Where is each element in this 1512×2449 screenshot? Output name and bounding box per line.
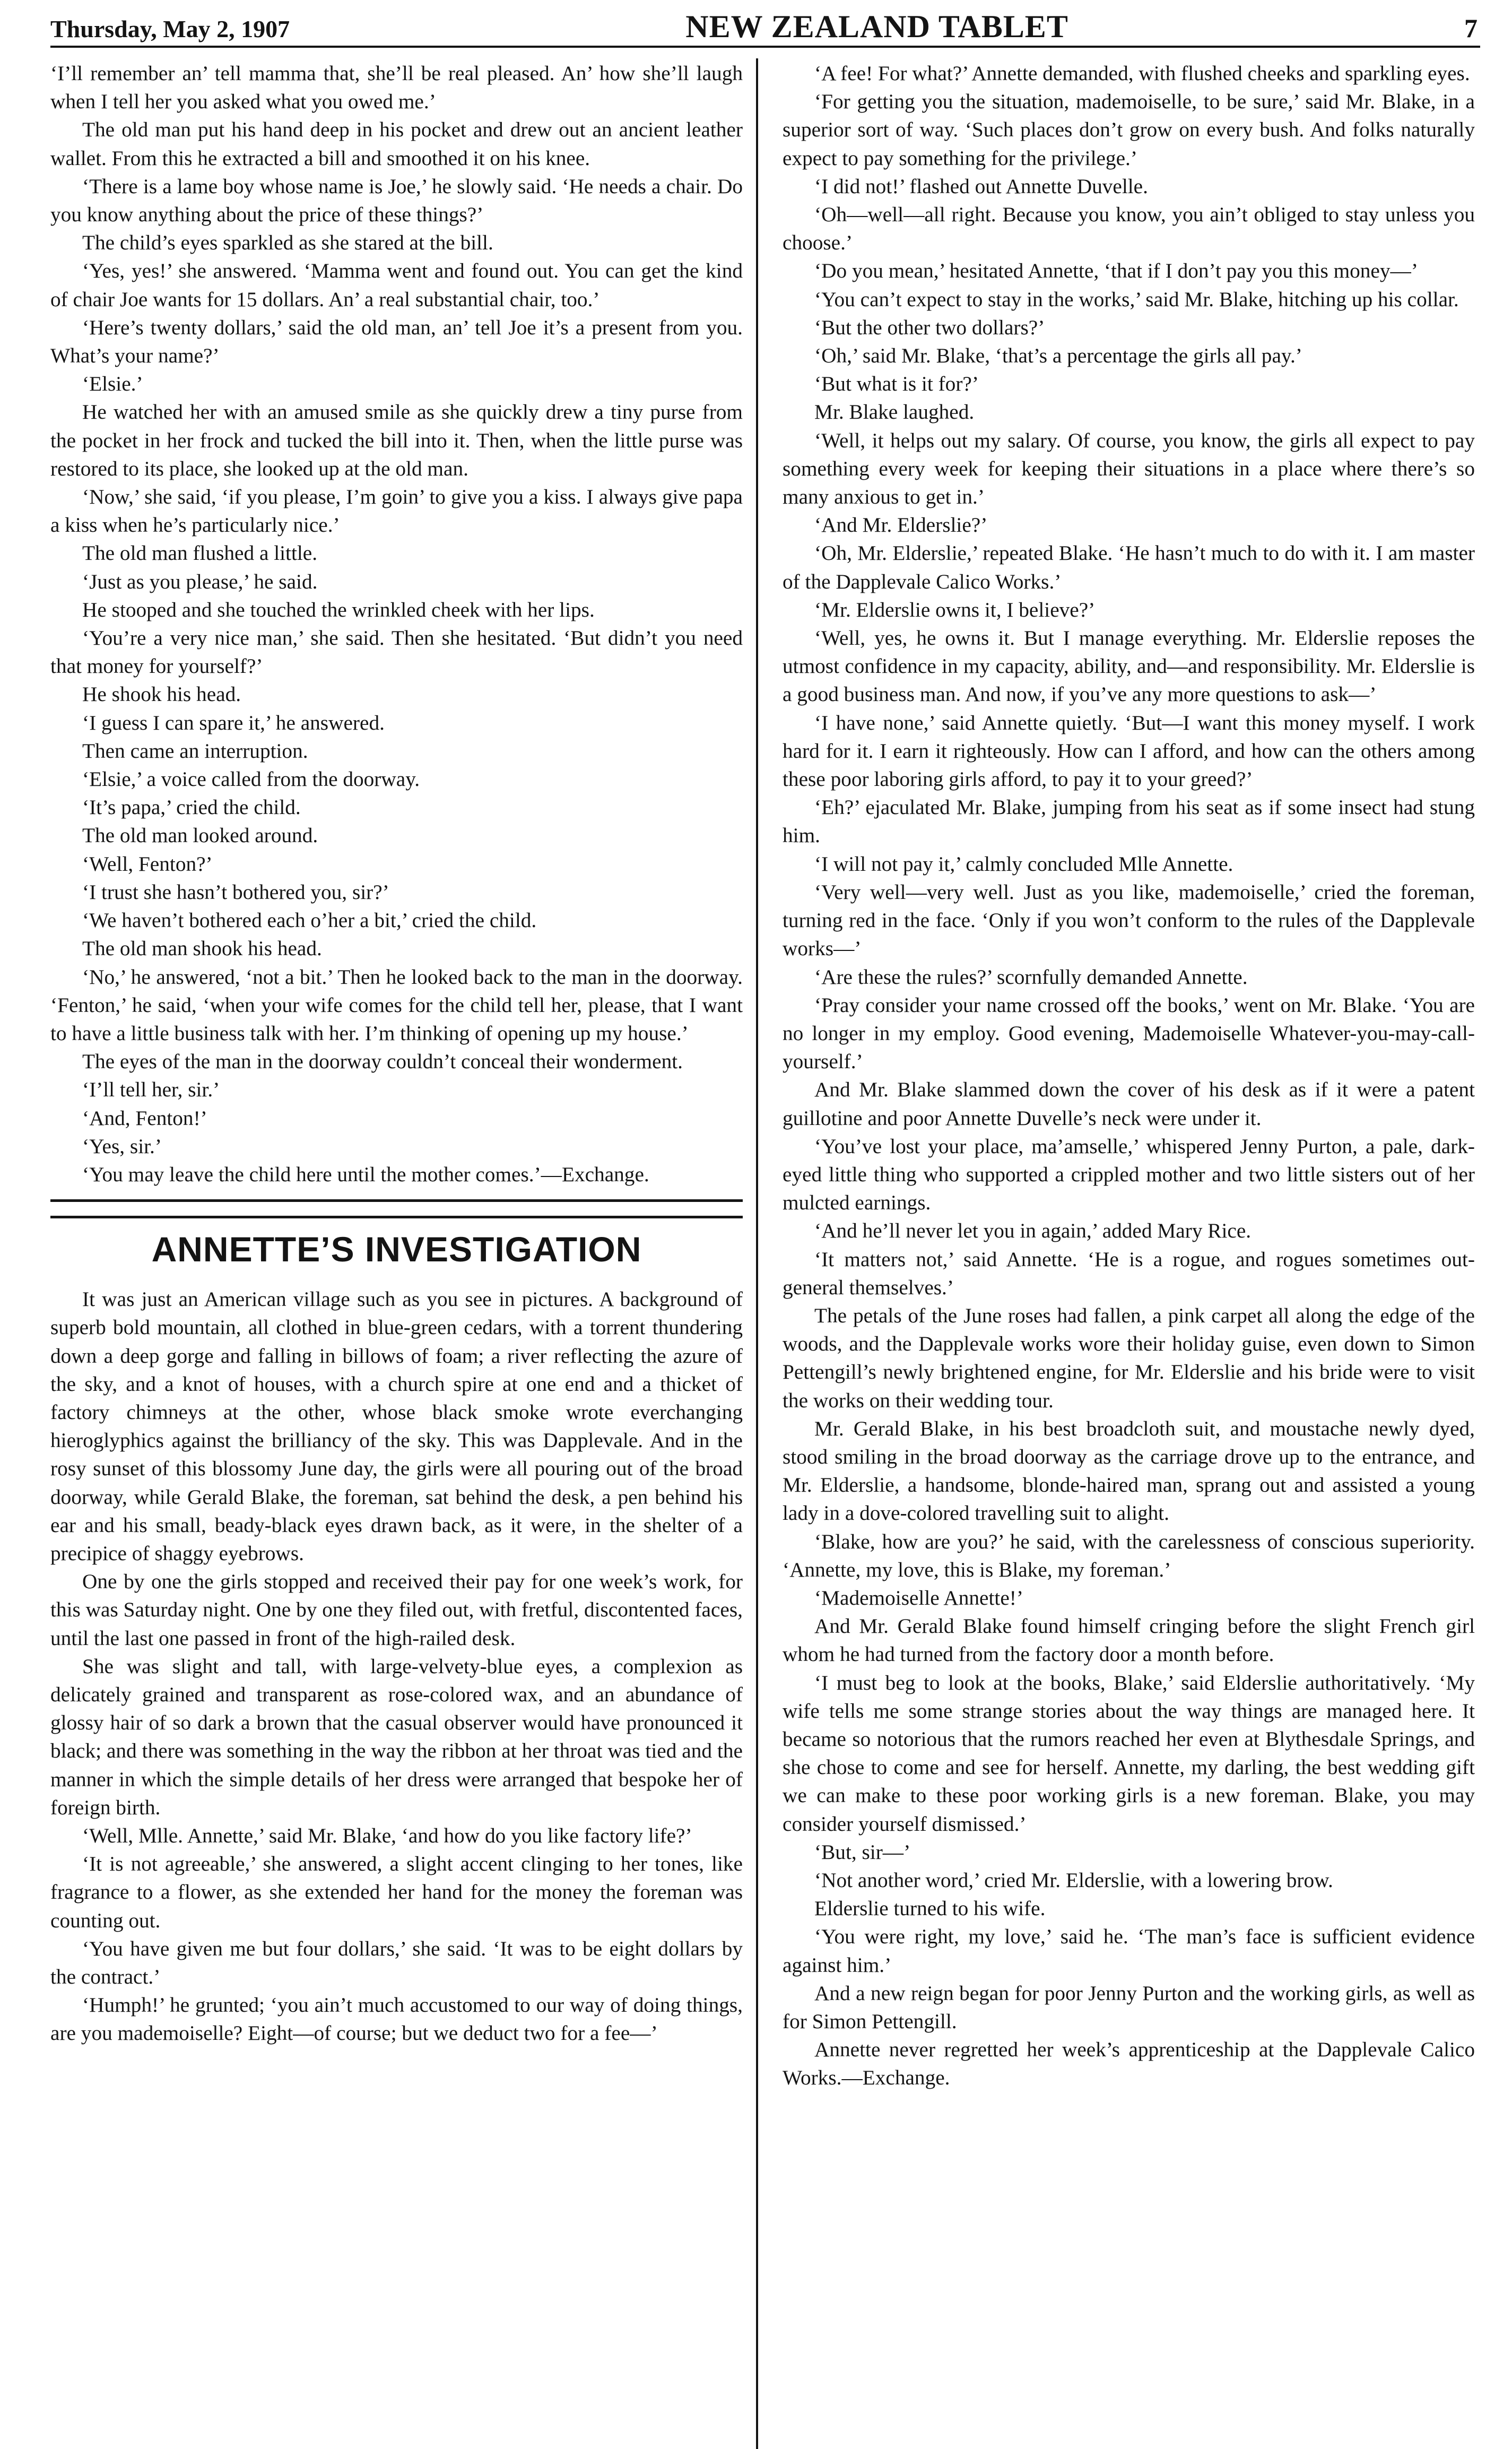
section-divider <box>50 1199 743 1218</box>
paragraph: ‘And, Fenton!’ <box>82 1106 207 1130</box>
right-column <box>783 59 1475 2447</box>
left-column <box>50 59 743 2447</box>
paragraph: He watched her with an amused smile as she quickly drew a tiny purse from the pocket in her frock and tucked the bill into it. Then, when the little purse was restored to its place, she looked up at the old man. <box>50 400 743 480</box>
paragraph: ‘Blake, how are you?’ he said, with the carelessness of conscious superiority. ‘Annette, my love, this is Blake, my foreman.’ <box>783 1529 1475 1581</box>
paragraph: ‘Yes, yes!’ she answered. ‘Mamma went and found out. You can get the kind of chair Joe wants for 15 dollars. An’ a real substantial chair, too.’ <box>50 259 743 311</box>
paragraph: ‘You have given me but four dollars,’ she said. ‘It was to be eight dollars by the contract.’ <box>50 1936 743 1988</box>
paragraph: ‘You were right, my love,’ said he. ‘The man’s face is sufficient evidence against him.’ <box>783 1925 1475 1977</box>
paragraph: ‘And he’ll never let you in again,’ added Mary Rice. <box>814 1219 1252 1243</box>
paragraph: ‘Are these the rules?’ scornfully demanded Annette. <box>814 965 1248 989</box>
paragraph: He stooped and she touched the wrinkled cheek with her lips. <box>82 598 595 621</box>
paragraph: ‘Here’s twenty dollars,’ said the old man, an’ tell Joe it’s a present from you. What’s your name?’ <box>50 315 743 368</box>
paragraph: And Mr. Blake slammed down the cover of his desk as if it were a patent guillotine and poor Annette Duvelle’s neck were under it. <box>783 1078 1475 1130</box>
paragraph: ‘We haven’t bothered each o’her a bit,’ cried the child. <box>82 908 537 932</box>
paragraph: ‘Do you mean,’ hesitated Annette, ‘that if I don’t pay you this money—’ <box>814 259 1418 283</box>
paragraph: ‘Elsie,’ a voice called from the doorway. <box>82 767 420 791</box>
paragraph: ‘No,’ he answered, ‘not a bit.’ Then he looked back to the man in the doorway. ‘Fenton,’ he said, ‘when your wife comes for the child tell her, please, that I want to have a little business talk with her. I’m thinking of opening up my house.’ <box>50 965 743 1045</box>
paragraph: ‘Well, it helps out my salary. Of course, you know, the girls all expect to pay something every week for keeping their situations in a place where there’s so many anxious to get in.’ <box>783 428 1475 509</box>
paragraph: ‘Eh?’ ejaculated Mr. Blake, jumping from his seat as if some insect had stung him. <box>783 795 1475 847</box>
paragraph: Then came an interruption. <box>82 739 308 763</box>
paragraph: The petals of the June roses had fallen, a pink carpet all along the edge of the woods, and the Dapplevale works wore their holiday guise, even down to Simon Pettengill’s newly brightened engine, for Mr. Elderslie and his bride were to visit the works on their wedding tour. <box>783 1303 1475 1412</box>
page-number: 7 <box>1464 13 1478 43</box>
masthead-rule <box>50 46 1480 48</box>
paragraph: The old man flushed a little. <box>82 541 318 565</box>
paragraph: He shook his head. <box>82 682 241 706</box>
paragraph: ‘Elsie.’ <box>82 372 143 396</box>
paragraph: ‘Very well—very well. Just as you like, mademoiselle,’ cried the foreman, turning red in the face. ‘Only if you won’t conform to the rules of the Dapplevale works—’ <box>783 880 1475 960</box>
paragraph: ‘Humph!’ he grunted; ‘you ain’t much accustomed to our way of doing things, are you mademoiselle? Eight—of course; but we deduct two for a fee—’ <box>50 1993 743 2045</box>
issue-date: Thursday, May 2, 1907 <box>50 15 290 42</box>
paragraph: ‘Mademoiselle Annette!’ <box>814 1586 1023 1609</box>
newspaper-title: NEW ZEALAND TABLET <box>685 9 1068 44</box>
paragraph: Elderslie turned to his wife. <box>814 1897 1046 1920</box>
paragraph: The old man shook his head. <box>82 937 322 960</box>
paragraph: ‘I have none,’ said Annette quietly. ‘But—I want this money myself. I work hard for it. I earn it righteously. How can I afford, and how can the others among these poor laboring girls afford, to pay it to your greed?’ <box>783 711 1475 791</box>
paragraph: The child’s eyes sparkled as she stared at the bill. <box>82 231 493 255</box>
paragraph: ‘Not another word,’ cried Mr. Elderslie, with a lowering brow. <box>814 1868 1333 1892</box>
paragraph: ‘Oh—well—all right. Because you know, you ain’t obliged to stay unless you choose.’ <box>783 203 1475 255</box>
paragraph: ‘You can’t expect to stay in the works,’ said Mr. Blake, hitching up his collar. <box>814 287 1459 311</box>
paragraph: The eyes of the man in the doorway couldn’t conceal their wonderment. <box>82 1050 683 1074</box>
paragraph: ‘Yes, sir.’ <box>82 1134 162 1158</box>
paragraph: ‘But the other two dollars?’ <box>814 315 1045 339</box>
paragraph: ‘Mr. Elderslie owns it, I believe?’ <box>814 598 1096 621</box>
paragraph: Mr. Blake laughed. <box>814 400 975 424</box>
paragraph: And a new reign began for poor Jenny Purton and the working girls, as well as for Simon Pettengill. <box>783 1981 1475 2033</box>
paragraph: It was just an American village such as you see in pictures. A background of superb bold mountain, all clothed in blue-green cedars, with a torrent thundering down a deep gorge and falling in billows of foam; a river reflecting the azure of the sky, and a knot of houses, with a church spire at one end and a thicket of factory chimneys at the other, whose black smoke wrote everchanging hieroglyphics against the brilliancy of the sky. This was Dapplevale. And in the rosy sunset of this blossomy June day, the girls were all pouring out of the broad doorway, while Gerald Blake, the foreman, sat behind the desk, a pen behind his ear and his small, beady-black eyes drawn back, as it were, in the shelter of a precipice of shaggy eyebrows. <box>50 1287 743 1565</box>
paragraph: ‘For getting you the situation, mademoiselle, to be sure,’ said Mr. Blake, in a superior sort of way. ‘Such places don’t grow on every bush. And folks naturally expect to pay something for the privilege.’ <box>783 90 1475 170</box>
paragraph: ‘I’ll tell her, sir.’ <box>82 1078 220 1102</box>
paragraph: ‘Well, yes, he owns it. But I manage everything. Mr. Elderslie reposes the utmost confidence in my capacity, ability, and—and responsibility. Mr. Elderslie is a good business man. And now, if you’ve any more questions to ask—’ <box>783 626 1475 706</box>
paragraph: ‘Pray consider your name crossed off the books,’ went on Mr. Blake. ‘You are no longer in my employ. Good evening, Mademoiselle Whatever-you-may-call-yourself.’ <box>783 993 1475 1074</box>
paragraph: ‘And Mr. Elderslie?’ <box>814 513 988 537</box>
paragraph: ‘I will not pay it,’ calmly concluded Mlle Annette. <box>814 852 1233 876</box>
paragraph: ‘Well, Mlle. Annette,’ said Mr. Blake, ‘and how do you like factory life?’ <box>82 1823 692 1847</box>
paragraph: ‘I must beg to look at the books, Blake,’ said Elderslie authoritatively. ‘My wife tells me some strange stories about the way things are managed here. It became so notorious that the rumors reached her even at Blythesdale Springs, and she chose to come and see for herself. Annette, my darling, the best wedding gift we can make to these poor working girls is a new foreman. Blake, you may consider yourself dismissed.’ <box>783 1671 1475 1836</box>
paragraph: ‘It is not agreeable,’ she answered, a slight accent clinging to her tones, like fragrance to a flower, as she extended her hand for the money the foreman was counting out. <box>50 1852 743 1932</box>
story-continuation <box>50 59 743 1189</box>
article-title: ANNETTE’S INVESTIGATION <box>151 1230 642 1269</box>
column-divider <box>756 58 758 2449</box>
paragraph: Annette never regretted her week’s apprenticeship at the Dapplevale Calico Works.—Exchange. <box>783 2038 1475 2090</box>
paragraph: ‘Oh,’ said Mr. Blake, ‘that’s a percentage the girls all pay.’ <box>814 344 1302 368</box>
paragraph: ‘Oh, Mr. Elderslie,’ repeated Blake. ‘He hasn’t much to do with it. I am master of the Dapplevale Calico Works.’ <box>783 541 1475 593</box>
paragraph: ‘Just as you please,’ he said. <box>82 569 318 593</box>
paragraph: And Mr. Gerald Blake found himself cringing before the slight French girl whom he had turned from the factory door a month before. <box>783 1614 1475 1666</box>
paragraph: ‘There is a lame boy whose name is Joe,’ he slowly said. ‘He needs a chair. Do you know anything about the price of these things?’ <box>50 174 743 227</box>
masthead <box>50 8 1478 44</box>
paragraph: ‘It matters not,’ said Annette. ‘He is a rogue, and rogues sometimes out-general themselves.’ <box>783 1247 1475 1299</box>
paragraph: The old man put his hand deep in his pocket and drew out an ancient leather wallet. From this he extracted a bill and smoothed it on his knee. <box>50 118 743 170</box>
paragraph: ‘But what is it for?’ <box>814 372 979 396</box>
paragraph: ‘Well, Fenton?’ <box>82 852 213 876</box>
paragraph: Mr. Gerald Blake, in his best broadcloth suit, and moustache newly dyed, stood smiling in the broad doorway as the carriage drove up to the entrance, and Mr. Elderslie, a handsome, blonde-haired man, sprang out and assisted a young lady in a dove-colored travelling suit to alight. <box>783 1416 1475 1525</box>
paragraph: ‘A fee! For what?’ Annette demanded, with flushed cheeks and sparkling eyes. <box>814 62 1470 85</box>
paragraph: ‘It’s papa,’ cried the child. <box>82 795 301 819</box>
paragraph: ‘You may leave the child here until the mother comes.’—Exchange. <box>82 1162 649 1186</box>
paragraph: ‘I guess I can spare it,’ he answered. <box>82 711 385 734</box>
paragraph: One by one the girls stopped and received their pay for one week’s work, for this was Saturday night. One by one they filed out, with fretful, discontented faces, until the last one passed in front of the high-railed desk. <box>50 1570 743 1650</box>
paragraph: ‘You’ve lost your place, ma’amselle,’ whispered Jenny Purton, a pale, dark-eyed little thing who supported a crippled mother and two little sisters out of her mulcted earnings. <box>783 1134 1475 1215</box>
paragraph: ‘I trust she hasn’t bothered you, sir?’ <box>82 880 389 904</box>
paragraph: ‘I did not!’ flashed out Annette Duvelle. <box>814 174 1148 198</box>
paragraph: The old man looked around. <box>82 824 318 847</box>
paragraph: ‘But, sir—’ <box>814 1840 911 1864</box>
paragraph: ‘You’re a very nice man,’ she said. Then she hesitated. ‘But didn’t you need that money for yourself?’ <box>50 626 743 678</box>
paragraph: She was slight and tall, with large-velvety-blue eyes, a complexion as delicately grained and transparent as rose-colored wax, and an abundance of glossy hair of so dark a brown that the casual observer would have pronounced it black; and there was something in the way the ribbon at her throat was tied and the manner in which the simple details of her dress were arranged that bespoke her of foreign birth. <box>50 1654 743 1819</box>
article-body-start <box>50 1285 743 2047</box>
paragraph: ‘Now,’ she said, ‘if you please, I’m goin’ to give you a kiss. I always give papa a kiss when he’s particularly nice.’ <box>50 485 743 537</box>
paragraph: ‘I’ll remember an’ tell mamma that, she’ll be real pleased. An’ how she’ll laugh when I tell her you asked what you owed me.’ <box>50 62 743 114</box>
